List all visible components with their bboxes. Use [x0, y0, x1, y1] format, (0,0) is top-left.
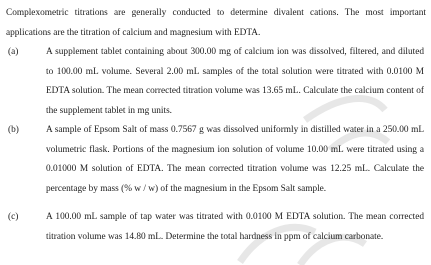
question-b-text: A sample of Epsom Salt of mass 0.7567 g was dissolved uniformly in distilled water in a 250.00 mL volumetric flask. Portions of the magnesium ion solution of volume 10.00 mL were titrated using a 0.01000 M solution of EDTA. The mean corrected titration volume was 12.25 mL. Calculate the percentage by mass (% w / w) of the magnesium in the Epsom Salt sample.: [46, 125, 424, 194]
question-b-label: (b): [8, 125, 19, 135]
question-a-label: (a): [8, 47, 19, 57]
intro-paragraph: Complexometric titrations are generally conducted to determine divalent cations. The most important applications are the titration of calcium and magnesium with EDTA.: [6, 8, 426, 38]
question-a-text: A supplement tablet containing about 300.00 mg of calcium ion was dissolved, filtered, and diluted to 100.00 mL volume. Several 2.00 mL samples of the total solution were titrated with 0.0100 M EDTA solution. The mean corrected titration volume was 13.65 mL. Calculate the calcium content of the supplement tablet in mg units.: [46, 47, 424, 116]
question-c-text: A 100.00 mL sample of tap water was titrated with 0.0100 M EDTA solution. The mean corrected titration volume was 14.80 mL. Determine the total hardness in ppm of calcium carbonate.: [46, 212, 424, 242]
question-c-label: (c): [8, 212, 19, 222]
